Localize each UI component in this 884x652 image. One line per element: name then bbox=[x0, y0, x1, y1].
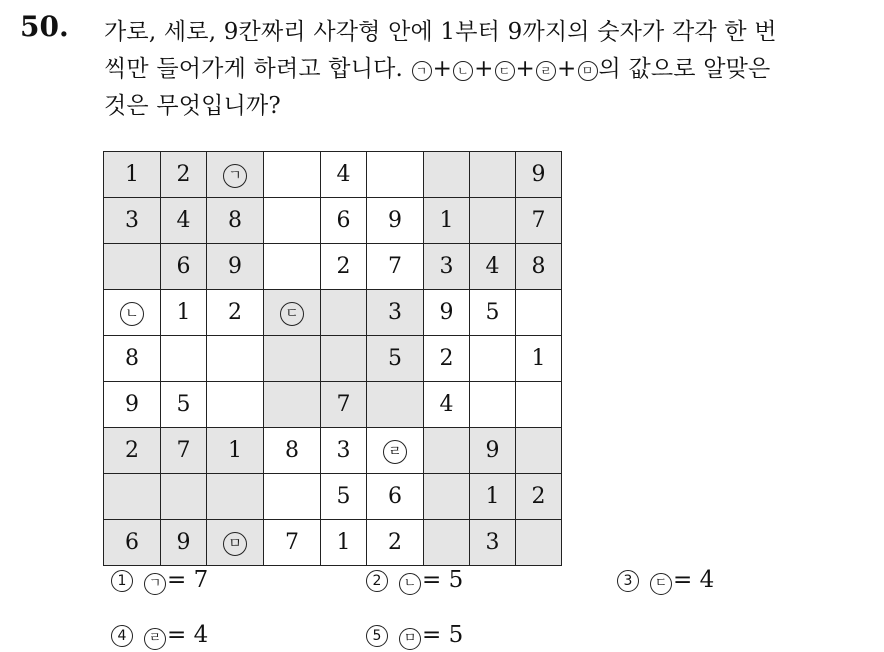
cell-marker-icon: ㄹ bbox=[383, 440, 407, 464]
grid-cell: 3 bbox=[321, 428, 367, 474]
grid-cell: 2 bbox=[516, 474, 562, 520]
grid-cell: 5 bbox=[321, 474, 367, 520]
grid-cell: 2 bbox=[367, 520, 424, 566]
choice-value: = 4 bbox=[673, 567, 715, 593]
marker-nieun-icon: ㄴ bbox=[453, 61, 473, 81]
grid-cell bbox=[516, 382, 562, 428]
grid-cell bbox=[516, 520, 562, 566]
grid-cell: 4 bbox=[161, 198, 207, 244]
sudoku-grid bbox=[103, 151, 562, 566]
plus-sign: + bbox=[557, 56, 577, 82]
choice-number-icon: 5 bbox=[366, 625, 388, 647]
grid-cell: 5 bbox=[470, 290, 516, 336]
stem-line-3: 것은 무엇입니까? bbox=[104, 93, 281, 119]
grid-cell bbox=[207, 336, 264, 382]
grid-cell bbox=[516, 428, 562, 474]
grid-cell bbox=[424, 428, 470, 474]
grid-cell bbox=[367, 382, 424, 428]
grid-cell bbox=[470, 336, 516, 382]
stem-line-2-suffix: 의 값으로 알맞은 bbox=[598, 56, 771, 82]
grid-row bbox=[104, 428, 562, 474]
grid-cell: 8 bbox=[104, 336, 161, 382]
grid-cell bbox=[104, 474, 161, 520]
grid-cell: 3 bbox=[424, 244, 470, 290]
grid-cell: 1 bbox=[424, 198, 470, 244]
grid-cell bbox=[264, 198, 321, 244]
marker-digeut-icon: ㄷ bbox=[495, 61, 515, 81]
grid-cell bbox=[470, 152, 516, 198]
choice-expression bbox=[649, 567, 714, 595]
grid-cell bbox=[264, 336, 321, 382]
choice-marker-icon: ㄷ bbox=[650, 573, 672, 595]
grid-row bbox=[104, 244, 562, 290]
grid-cell: 9 bbox=[516, 152, 562, 198]
plus-sign: + bbox=[432, 56, 453, 82]
grid-cell: 1 bbox=[470, 474, 516, 520]
plus-sign: + bbox=[474, 56, 494, 82]
choice-expression bbox=[143, 622, 208, 650]
grid-cell bbox=[207, 474, 264, 520]
choice-2[interactable] bbox=[366, 567, 463, 595]
cell-marker-icon: ㅁ bbox=[223, 532, 247, 556]
grid-cell: 3 bbox=[104, 198, 161, 244]
grid-cell bbox=[161, 336, 207, 382]
grid-cell: 7 bbox=[321, 382, 367, 428]
grid-cell: 2 bbox=[207, 290, 264, 336]
grid-row bbox=[104, 474, 562, 520]
grid-cell: 3 bbox=[367, 290, 424, 336]
choice-marker-icon: ㅁ bbox=[399, 628, 421, 650]
grid-cell bbox=[207, 382, 264, 428]
grid-cell bbox=[321, 336, 367, 382]
grid-cell: 2 bbox=[161, 152, 207, 198]
grid-cell bbox=[264, 152, 321, 198]
choice-3[interactable] bbox=[617, 567, 714, 595]
marker-mieum-icon: ㅁ bbox=[578, 61, 598, 81]
grid-cell: 4 bbox=[424, 382, 470, 428]
choice-value: = 4 bbox=[167, 622, 209, 648]
choice-number-icon: 4 bbox=[111, 625, 133, 647]
cell-marker-icon: ㄱ bbox=[223, 164, 247, 188]
choice-marker-icon: ㄴ bbox=[399, 573, 421, 595]
grid-cell: 6 bbox=[161, 244, 207, 290]
grid-cell bbox=[367, 152, 424, 198]
stem-line-2 bbox=[104, 51, 874, 88]
grid-cell: 2 bbox=[321, 244, 367, 290]
grid-cell: 9 bbox=[470, 428, 516, 474]
marker-giyeok-icon: ㄱ bbox=[412, 61, 432, 81]
grid-cell: 6 bbox=[321, 198, 367, 244]
marker-rieul-icon: ㄹ bbox=[536, 61, 556, 81]
grid-cell: 5 bbox=[161, 382, 207, 428]
grid-row bbox=[104, 336, 562, 382]
choice-expression bbox=[398, 567, 463, 595]
grid-cell: 8 bbox=[207, 198, 264, 244]
grid-cell: 2 bbox=[104, 428, 161, 474]
grid-cell: 6 bbox=[367, 474, 424, 520]
choice-value: = 7 bbox=[167, 567, 209, 593]
grid-cell: 9 bbox=[367, 198, 424, 244]
choice-expression bbox=[143, 567, 208, 595]
grid-row bbox=[104, 520, 562, 566]
cell-marker-icon: ㄷ bbox=[280, 302, 304, 326]
grid-cell bbox=[470, 198, 516, 244]
choice-value: = 5 bbox=[422, 567, 464, 593]
grid-cell: 4 bbox=[321, 152, 367, 198]
grid-cell: 8 bbox=[264, 428, 321, 474]
grid-cell: 6 bbox=[104, 520, 161, 566]
choice-number-icon: 1 bbox=[111, 570, 133, 592]
grid-cell: 1 bbox=[207, 428, 264, 474]
grid-cell: 9 bbox=[104, 382, 161, 428]
grid-cell bbox=[516, 290, 562, 336]
grid-row bbox=[104, 290, 562, 336]
grid-cell bbox=[104, 290, 161, 336]
grid-cell: 9 bbox=[424, 290, 470, 336]
grid-cell bbox=[424, 152, 470, 198]
grid-cell: 3 bbox=[470, 520, 516, 566]
grid-cell bbox=[264, 244, 321, 290]
question-stem bbox=[104, 14, 874, 125]
grid-row bbox=[104, 382, 562, 428]
choice-1[interactable] bbox=[111, 567, 208, 595]
grid-cell: 1 bbox=[321, 520, 367, 566]
grid-cell bbox=[264, 474, 321, 520]
choice-4[interactable] bbox=[111, 622, 208, 650]
choice-value: = 5 bbox=[422, 622, 464, 648]
grid-cell bbox=[207, 152, 264, 198]
grid-cell: 9 bbox=[161, 520, 207, 566]
plus-sign: + bbox=[515, 56, 536, 82]
grid-cell bbox=[424, 474, 470, 520]
grid-cell: 2 bbox=[424, 336, 470, 382]
grid-cell bbox=[264, 382, 321, 428]
choice-number-icon: 2 bbox=[366, 570, 388, 592]
stem-line-1: 가로, 세로, 9칸짜리 사각형 안에 1부터 9까지의 숫자가 각각 한 번 bbox=[104, 19, 777, 45]
grid-cell: 4 bbox=[470, 244, 516, 290]
grid-cell: 7 bbox=[264, 520, 321, 566]
marker-expression bbox=[411, 56, 599, 82]
grid-cell: 1 bbox=[161, 290, 207, 336]
stem-line-2-prefix: 씩만 들어가게 하려고 합니다. bbox=[104, 56, 404, 82]
grid-cell: 7 bbox=[161, 428, 207, 474]
choice-marker-icon: ㄱ bbox=[144, 573, 166, 595]
choice-number-icon: 3 bbox=[617, 570, 639, 592]
grid-cell bbox=[161, 474, 207, 520]
grid-row bbox=[104, 152, 562, 198]
grid-cell: 1 bbox=[516, 336, 562, 382]
grid-cell: 9 bbox=[207, 244, 264, 290]
grid-cell bbox=[207, 520, 264, 566]
grid-cell: 7 bbox=[367, 244, 424, 290]
grid-cell bbox=[367, 428, 424, 474]
cell-marker-icon: ㄴ bbox=[120, 302, 144, 326]
grid-cell bbox=[264, 290, 321, 336]
question-number: 50. bbox=[20, 10, 69, 43]
grid-cell bbox=[104, 244, 161, 290]
grid-cell bbox=[470, 382, 516, 428]
choice-marker-icon: ㄹ bbox=[144, 628, 166, 650]
grid-cell: 1 bbox=[104, 152, 161, 198]
grid-cell bbox=[424, 520, 470, 566]
grid-row bbox=[104, 198, 562, 244]
grid-cell: 5 bbox=[367, 336, 424, 382]
grid-cell: 8 bbox=[516, 244, 562, 290]
choice-5[interactable] bbox=[366, 622, 463, 650]
choice-expression bbox=[398, 622, 463, 650]
grid-cell: 7 bbox=[516, 198, 562, 244]
grid-cell bbox=[321, 290, 367, 336]
